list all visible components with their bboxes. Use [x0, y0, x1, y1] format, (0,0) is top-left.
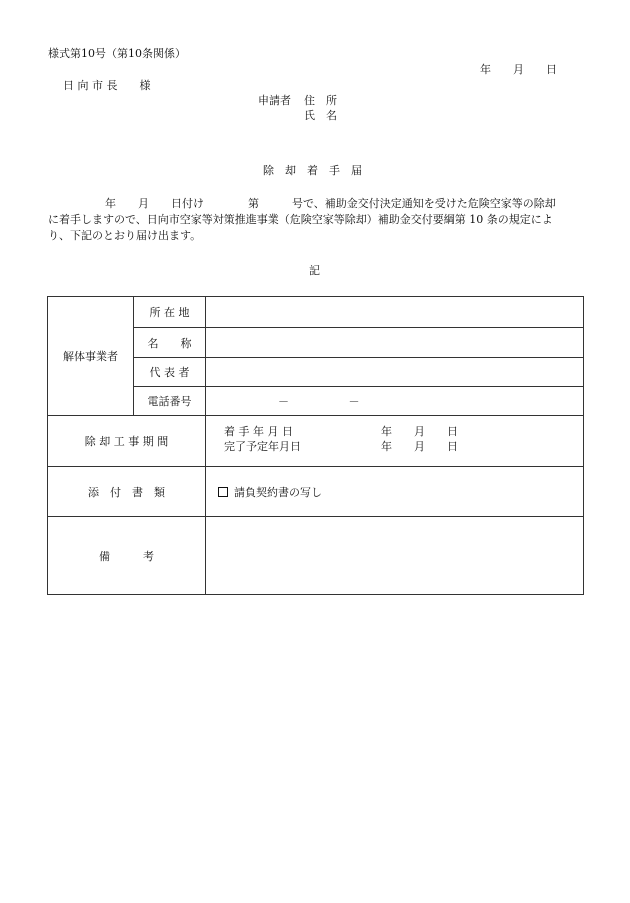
phone-dash-2: － — [348, 395, 360, 408]
start-date: 年 月 日 — [381, 425, 458, 438]
phone-label: 電話番号 — [134, 387, 206, 416]
end-label: 完了予定年月日 — [224, 440, 301, 453]
attachments-value — [206, 467, 584, 517]
work-period-label: 除 却 工 事 期 間 — [48, 416, 206, 467]
form-number: 様式第10号（第10条関係） — [48, 47, 186, 60]
representative-label: 代 表 者 — [134, 358, 206, 387]
checkbox-icon[interactable] — [218, 487, 228, 497]
remarks-label: 備 考 — [48, 517, 206, 595]
document-title: 除 却 着 手 届 — [263, 164, 362, 177]
representative-value[interactable] — [206, 358, 584, 387]
start-label: 着 手 年 月 日 — [224, 425, 293, 438]
location-value[interactable] — [206, 297, 584, 328]
body-line-2: に着手しますので、日向市空家等対策推進事業（危険空家等除却）補助金交付要綱第 10 条の規定によ — [48, 213, 553, 226]
attachment-item: 請負契約書の写し — [234, 485, 322, 499]
contractor-name-label: 名 称 — [134, 328, 206, 358]
notification-table — [47, 296, 584, 595]
contractor-name-value[interactable] — [206, 328, 584, 358]
remarks-value[interactable] — [206, 517, 584, 595]
name-label: 氏 名 — [304, 109, 337, 122]
phone-dash-1: － — [278, 395, 289, 408]
phone-value[interactable] — [206, 387, 584, 416]
location-label: 所 在 地 — [134, 297, 206, 328]
end-date: 年 月 日 — [381, 440, 458, 453]
body-line-3: り、下記のとおり届け出ます。 — [48, 229, 202, 242]
recipient: 日 向 市 長 様 — [63, 79, 151, 92]
contractor-header: 解体事業者 — [48, 297, 134, 416]
body-line-1: 年 月 日付け 第 号で、補助金交付決定通知を受けた危険空家等の除却 — [105, 197, 556, 210]
submission-date: 年 月 日 — [480, 63, 557, 76]
work-period-value[interactable] — [206, 416, 584, 467]
applicant-label: 申請者 — [258, 94, 291, 107]
ki-heading: 記 — [309, 264, 320, 277]
attachments-label: 添 付 書 類 — [48, 467, 206, 517]
address-label: 住 所 — [304, 94, 337, 107]
